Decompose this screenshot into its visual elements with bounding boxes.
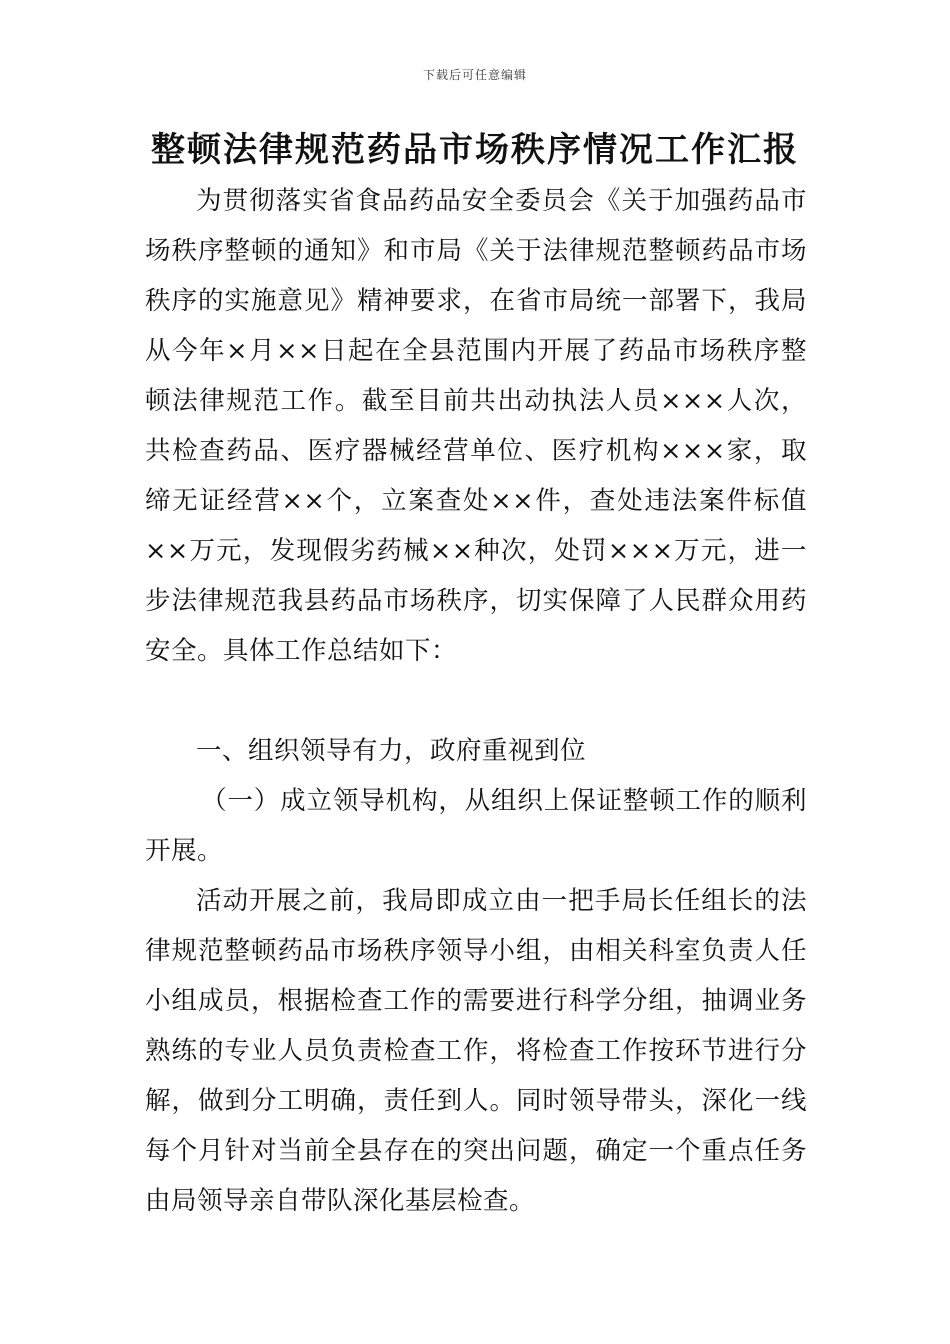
page-header-note: 下载后可任意编辑 (422, 68, 527, 82)
document-title: 整顿法律规范药品市场秩序情况工作汇报 (151, 130, 799, 170)
section-heading-1: 一、组织领导有力，政府重视到位 (196, 736, 587, 766)
subsection-heading-1-1: （一）成立领导机构，从组织上保证整顿工作的顺利开展。 (145, 786, 807, 866)
section-1-paragraph: 活动开展之前，我局即成立由一把手局长任组长的法律规范整顿药品市场秩序领导小组，由相关科室负责人任小组成员，根据检查工作的需要进行科学分组，抽调业务熟练的专业人员负责检查工作，将检查工作按环节进行分解，做到分工明确，责任到人。同时领导带头，深化一线每个月针对当前全县存在的突出问题，确定一个重点任务由局领导亲自带队深化基层检查。 (145, 886, 807, 1216)
document-body (145, 176, 807, 1226)
intro-paragraph: 为贯彻落实省食品药品安全委员会《关于加强药品市场秩序整顿的通知》和市局《关于法律规范整顿药品市场秩序的实施意见》精神要求，在省市局统一部署下，我局从今年×月××日起在全县范围内开展了药品市场秩序整顿法律规范工作。截至目前共出动执法人员×××人次，共检查药品、医疗器械经营单位、医疗机构×××家，取缔无证经营××个，立案查处××件，查处违法案件标值××万元，发现假劣药械××种次，处罚×××万元，进一步法律规范我县药品市场秩序，切实保障了人民群众用药安全。具体工作总结如下： (145, 186, 807, 666)
